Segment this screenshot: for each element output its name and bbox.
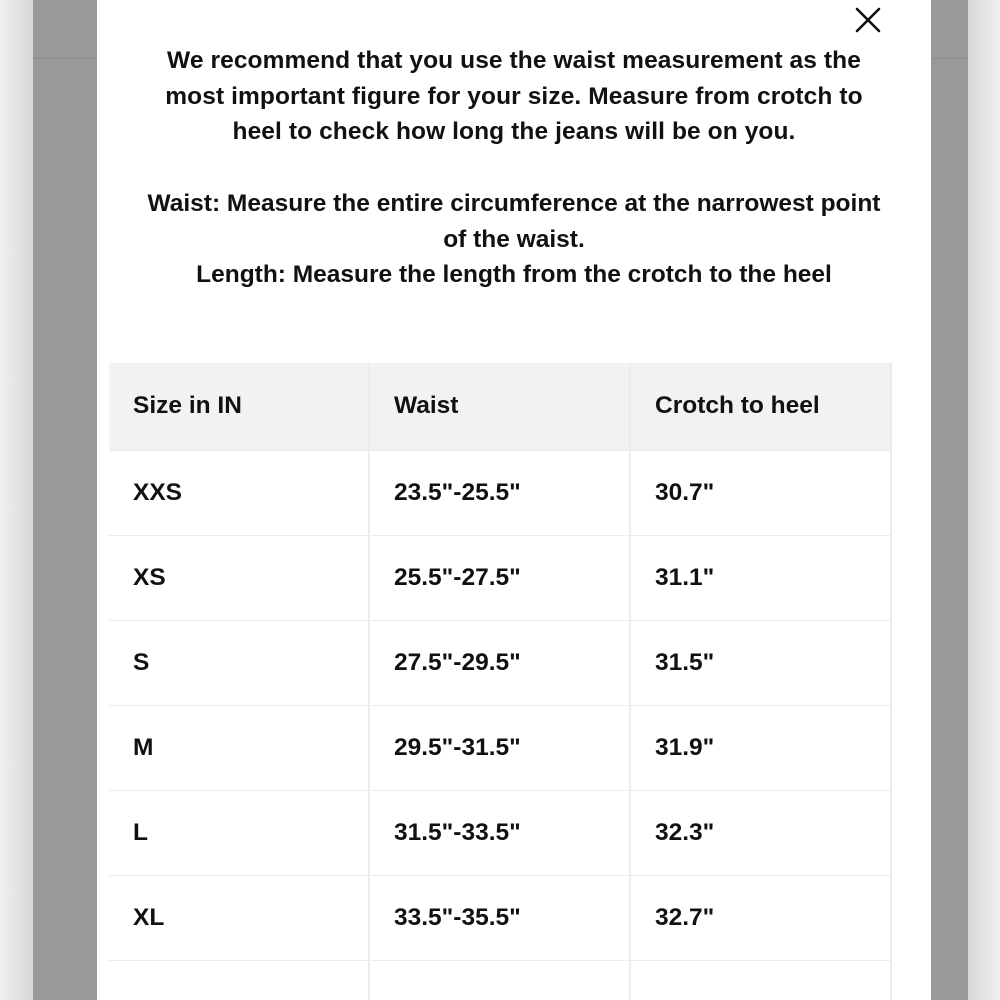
close-icon — [853, 5, 883, 35]
crotch-to-heel-cell: 32.7" — [631, 876, 890, 960]
overlay-backdrop-right[interactable] — [931, 0, 968, 1000]
waist-cell: 23.5"-25.5" — [370, 451, 629, 535]
waist-cell: 33.5"-35.5" — [370, 876, 629, 960]
size-cell: L — [109, 791, 368, 875]
crotch-to-heel-cell: 30.7" — [631, 451, 890, 535]
size-cell — [109, 961, 368, 1000]
screen-edge-right — [968, 0, 1000, 1000]
size-recommendation-text: We recommend that you use the waist measurement as the most important figure for your size. Measure from crotch to heel to check how long the jeans will be on you. — [165, 47, 863, 145]
crotch-to-heel-cell: 31.5" — [631, 621, 890, 705]
crotch-to-heel-cell: 31.1" — [631, 536, 890, 620]
table-row — [109, 876, 892, 960]
waist-cell: 27.5"-29.5" — [370, 621, 629, 705]
size-cell: XS — [109, 536, 368, 620]
header-size: Size in IN — [109, 363, 368, 449]
size-cell: S — [109, 621, 368, 705]
waist-definition-line-1: Waist: Measure the entire circumference at the narrowest point — [147, 190, 881, 217]
crotch-to-heel-cell: 32.3" — [631, 791, 890, 875]
table-row — [109, 706, 892, 790]
table-row — [109, 451, 892, 535]
header-waist: Waist — [370, 363, 629, 449]
waist-definition-line-2: of the waist. — [443, 225, 585, 253]
size-guide-modal — [97, 0, 931, 1000]
table-row — [109, 621, 892, 705]
table-row — [109, 536, 892, 620]
measurement-definitions — [97, 186, 931, 293]
waist-cell: 29.5"-31.5" — [370, 706, 629, 790]
waist-cell — [370, 961, 629, 1000]
length-definition: Length: Measure the length from the crotch to the heel — [196, 261, 832, 288]
backdrop-divider-left — [33, 58, 97, 59]
backdrop-divider-right — [931, 58, 968, 59]
size-cell: M — [109, 706, 368, 790]
header-crotch-to-heel: Crotch to heel — [631, 363, 890, 449]
overlay-backdrop-left[interactable] — [33, 0, 97, 1000]
table-row — [109, 961, 892, 1000]
screen-edge-left — [0, 0, 33, 1000]
crotch-to-heel-cell: 31.9" — [631, 706, 890, 790]
crotch-to-heel-cell — [631, 961, 890, 1000]
table-header-row — [109, 363, 892, 447]
size-cell: XL — [109, 876, 368, 960]
close-button[interactable] — [853, 5, 883, 35]
size-cell: XXS — [109, 451, 368, 535]
table-row — [109, 791, 892, 875]
size-chart-table — [109, 363, 892, 1000]
waist-cell: 25.5"-27.5" — [370, 536, 629, 620]
waist-cell: 31.5"-33.5" — [370, 791, 629, 875]
